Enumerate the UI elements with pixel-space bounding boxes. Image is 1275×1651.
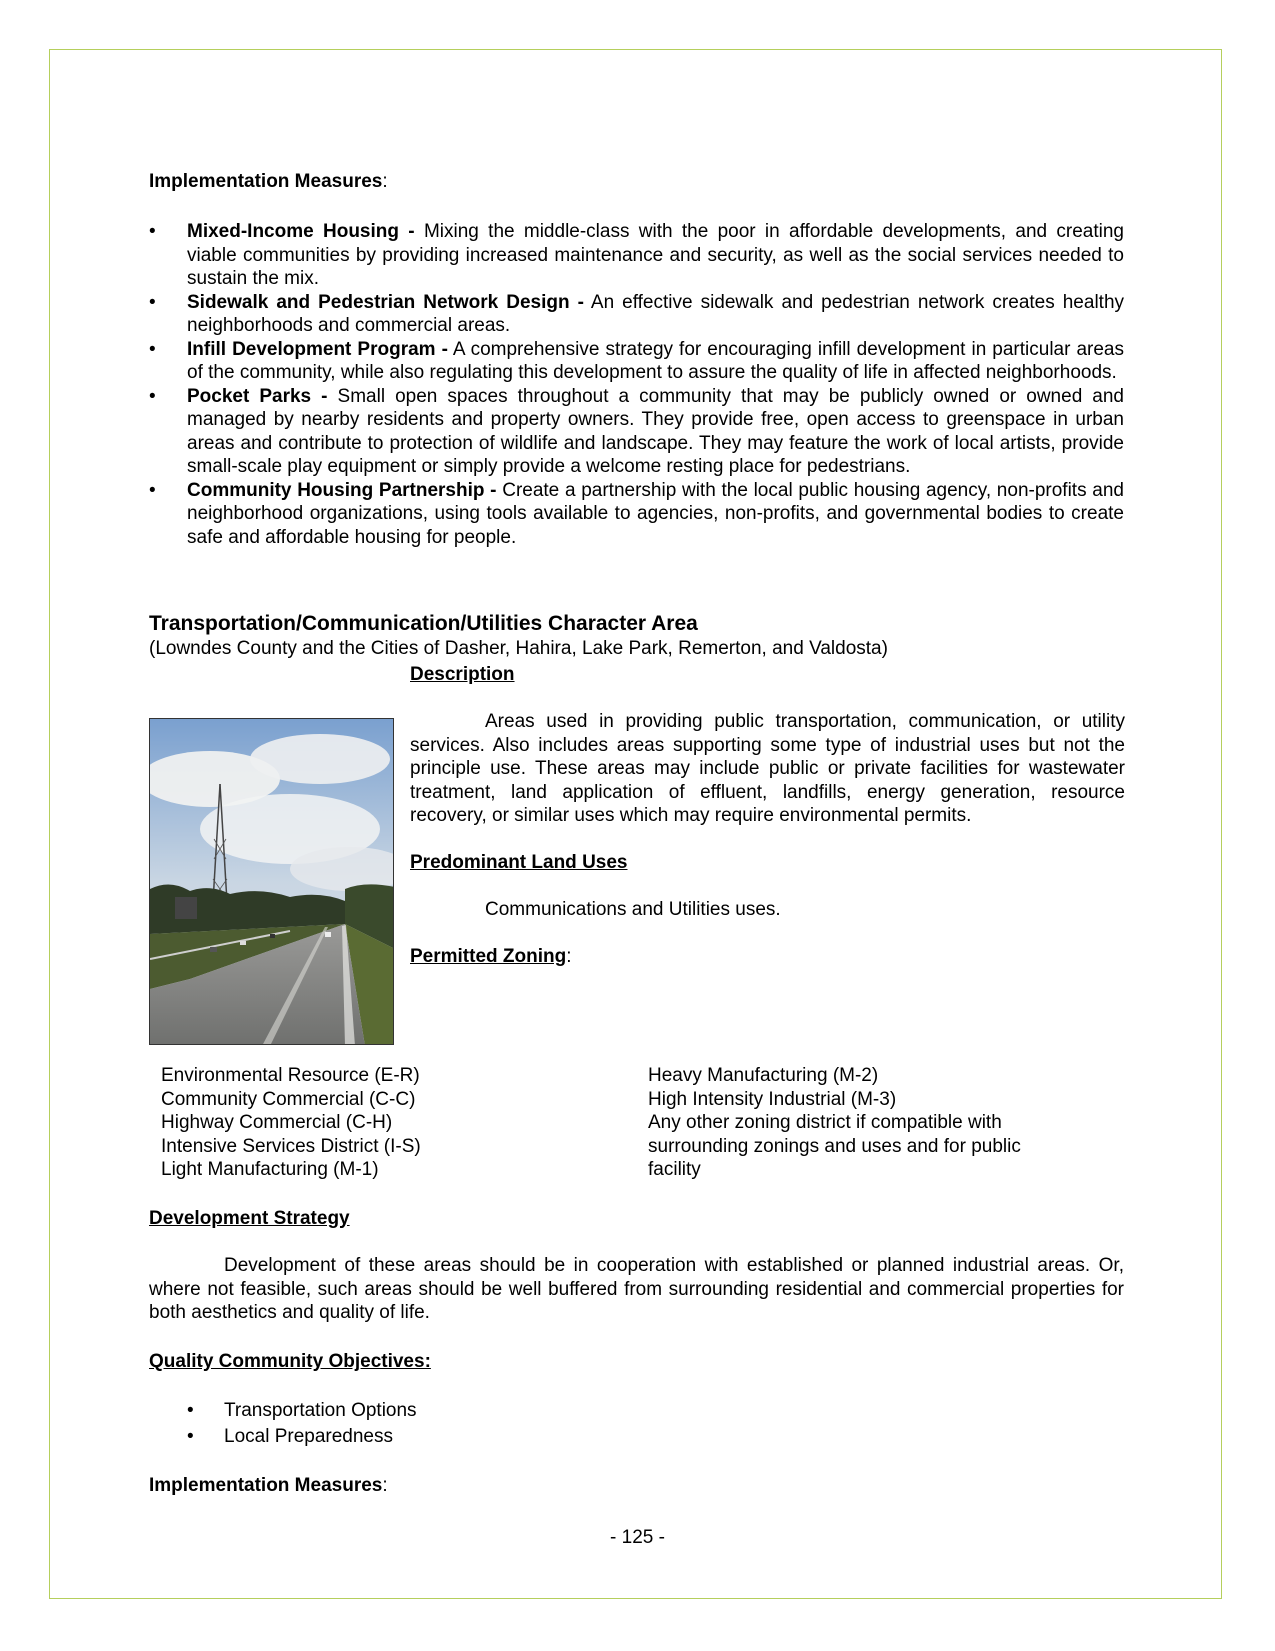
impl-heading-2-colon: : xyxy=(382,1475,388,1496)
impl-heading-1 xyxy=(149,170,1124,194)
impl-heading-2-text: Implementation Measures xyxy=(149,1475,383,1496)
highway-photo-image xyxy=(150,719,394,1045)
zoning-item: Environmental Resource (E-R) xyxy=(161,1065,420,1086)
zoning-item: High Intensity Industrial (M-3) xyxy=(648,1088,897,1110)
zoning-item: Heavy Manufacturing (M-2) xyxy=(648,1065,879,1086)
measure-title: Infill Development Program - xyxy=(187,338,448,360)
zoning-item: Intensive Services District (I-S) xyxy=(161,1135,421,1157)
measure-item xyxy=(149,479,1124,550)
land-uses-text: Communications and Utilities uses. xyxy=(485,899,781,920)
impl-heading-2 xyxy=(149,1474,1124,1498)
land-uses-heading: Predominant Land Uses xyxy=(410,852,628,873)
zoning-item: Highway Commercial (C-H) xyxy=(161,1112,393,1133)
objectives-list-container xyxy=(149,1399,1124,1451)
zoning-heading-colon: : xyxy=(566,946,572,967)
description-text: Areas used in providing public transportation, communication, or utility services. Also includes areas supporting some type of industrial uses but not the principle use. These areas may include public or private facilities for wastewater treatment, land application of effluent, landfills, energy generation, resource recovery, or similar uses which may require environmental permits. xyxy=(410,711,1125,826)
page-number: - 125 - xyxy=(610,1527,665,1548)
measure-title: Community Housing Partnership - xyxy=(187,479,497,501)
measures-list xyxy=(149,220,1124,549)
measure-text: A comprehensive strategy for encouraging infill development in particular areas of the community, while also regulating this development to assure the quality of life in affected neighborhoods. xyxy=(187,338,1124,383)
measure-item xyxy=(149,338,1124,385)
strategy-heading: Development Strategy xyxy=(149,1208,350,1229)
impl-heading-1-colon: : xyxy=(382,171,388,192)
measures-list-container xyxy=(149,220,1124,549)
highway-photo xyxy=(149,718,394,1045)
measure-text: Create a partnership with the local public housing agency, non-profits and neighborhood organizations, using tools available to agencies, non-profits, and governmental bodies to create safe and affordable housing for people. xyxy=(187,479,1124,548)
zoning-item: surrounding zonings and uses and for public xyxy=(648,1135,1021,1157)
zoning-left-column xyxy=(161,1064,421,1182)
impl-heading-1-text: Implementation Measures xyxy=(149,171,383,192)
measure-title: Sidewalk and Pedestrian Network Design - xyxy=(187,291,584,313)
description-heading: Description xyxy=(410,664,515,685)
objectives-list xyxy=(149,1399,1124,1451)
description-block xyxy=(410,663,1125,969)
zoning-heading-line xyxy=(410,945,1125,969)
zoning-right-column xyxy=(648,1064,1021,1182)
zoning-item: Community Commercial (C-C) xyxy=(161,1088,416,1110)
objectives-heading: Quality Community Objectives: xyxy=(149,1351,431,1372)
objective-item: • Local Preparedness xyxy=(149,1425,1124,1451)
measure-text: An effective sidewalk and pedestrian network creates healthy neighborhoods and commercial areas. xyxy=(187,291,1125,336)
zoning-heading: Permitted Zoning xyxy=(410,946,567,967)
measure-text: Small open spaces throughout a community that may be publicly owned or owned and managed by nearby residents and property owners. They provide free, open access to greenspace in urban areas and contribute to protection of wildlife and landscape. They may feature the work of local artists, provide small-scale play equipment or simply provide a welcome resting place for pedestrians. xyxy=(187,385,1125,477)
zoning-item: facility xyxy=(648,1159,701,1180)
section-subtitle: (Lowndes County and the Cities of Dasher, Hahira, Lake Park, Remerton, and Valdosta) xyxy=(149,638,888,659)
measure-title: Mixed-Income Housing - xyxy=(187,221,415,242)
measure-item xyxy=(149,291,1124,338)
zoning-item: Any other zoning district if compatible with xyxy=(648,1112,1002,1133)
measure-item xyxy=(149,220,1124,291)
objective-item: • Transportation Options xyxy=(149,1399,1124,1425)
section-title: Transportation/Communication/Utilities Character Area xyxy=(149,612,698,635)
measure-text: Mixing the middle-class with the poor in affordable developments, and creating viable communities by providing increased maintenance and security, as well as the social services needed to sustain the mix. xyxy=(187,221,1124,289)
zoning-item: Light Manufacturing (M-1) xyxy=(161,1159,379,1180)
strategy-text: Development of these areas should be in cooperation with established or planned industrial areas. Or, where not feasible, such areas should be well buffered from surrounding residential and commercial properties for both aesthetics and quality of life. xyxy=(149,1255,1124,1323)
measure-item xyxy=(149,385,1124,479)
measure-title: Pocket Parks - xyxy=(187,385,328,407)
